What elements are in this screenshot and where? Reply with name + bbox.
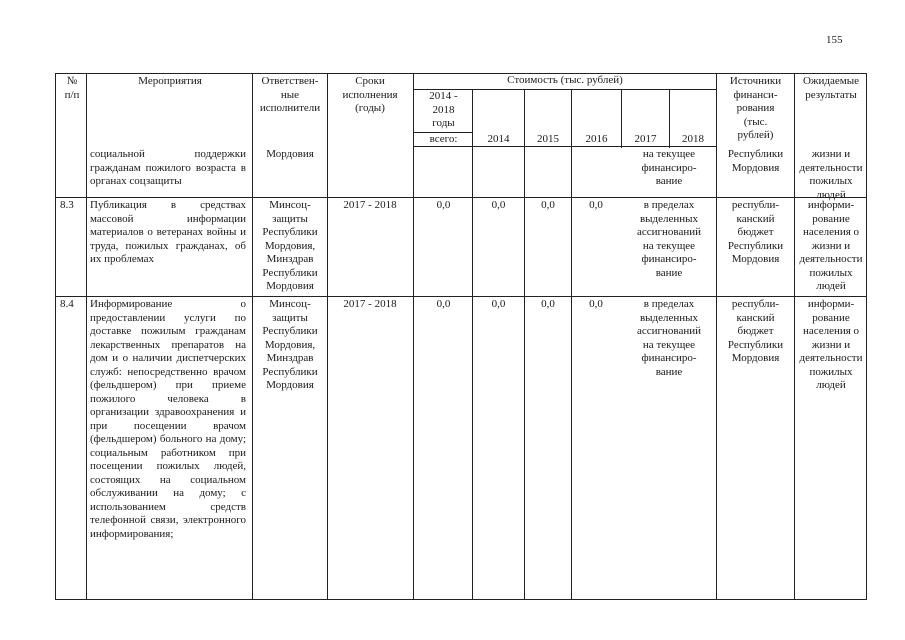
row-cont-activity: социальной поддержки гражданам пожилого возраста в органах соцзащиты — [90, 148, 246, 187]
row-8-3-activity: Публикация в средствах массовой информации материалов о ветеранах войны и труда, пожилых гражданах, об их проблемах — [90, 199, 246, 265]
header-year-2017: 2017 — [634, 133, 657, 145]
header-responsible: Ответствен- ные исполнители — [259, 75, 321, 114]
col-divider-2014 — [524, 89, 525, 600]
col-divider-total — [472, 89, 473, 600]
header-year-2018: 2018 — [682, 133, 704, 145]
row-8-4-sources: республи- канский бюджет Республики Мордовия — [727, 298, 784, 364]
table-border-left — [55, 73, 56, 600]
row-8-3-2016: 0,0 — [589, 199, 603, 211]
header-cost-title: Стоимость (тыс. рублей) — [507, 74, 623, 86]
row-8-3-sources: республи- канский бюджет Республики Мордовия — [727, 199, 784, 265]
program-table — [55, 73, 867, 600]
row-8-4-2014: 0,0 — [491, 298, 506, 310]
col-divider-sources — [794, 73, 795, 600]
row-8-4-activity: Информирование о предоставлении услуги по доставке пожилым гражданам лекарственных препаратов на дом и о наличии диспетчерских служб: непосредственно врачом (фельдшером) при приеме пожилого человека в организации здравоохранения и при посещении врачом (фельдшером) больного на дому; социальным работником при посещении пожилых людей, состоящих на социальном обслуживании на дому; с использованием средств телефонной связи, электронного информирования; — [90, 298, 246, 540]
row-8-4-2017-2018: в пределах выделенных ассигнований на текущее финансиро- вание — [636, 298, 702, 378]
header-cost-total-period: 2014 - 2018 годы — [429, 90, 458, 129]
header-year-2014: 2014 — [487, 133, 510, 145]
row-cont-2017-2018: на текущее финансиро- вание — [641, 148, 697, 187]
row-8-4-total: 0,0 — [436, 298, 451, 310]
table-border-bottom — [55, 599, 867, 600]
row-8-4-responsible: Минсоц- защиты Республики Мордовия, Минздрав Республики Мордовия — [262, 298, 318, 391]
row-8-3-num: 8.3 — [60, 199, 74, 211]
header-cost-total: всего: — [429, 133, 458, 145]
header-sources: Источники финанси- рования (тыс. рублей) — [729, 75, 782, 141]
row-8-4-results: информи- рование населения о жизни и деятельности пожилых людей — [799, 298, 863, 391]
col-divider-costs-end — [716, 73, 717, 600]
header-year-2015: 2015 — [537, 133, 559, 145]
row-8-3-2015: 0,0 — [541, 199, 555, 211]
row-8-4-top — [55, 296, 867, 297]
row-8-3-2017-2018: в пределах выделенных ассигнований на текущее финансиро- вание — [636, 199, 702, 279]
col-divider-terms — [413, 73, 414, 600]
row-8-3-total: 0,0 — [436, 199, 451, 211]
row-8-3-responsible: Минсоц- защиты Республики Мордовия, Минздрав Республики Мордовия — [262, 199, 318, 292]
row-8-3-2014: 0,0 — [491, 199, 506, 211]
row-8-4-2015: 0,0 — [541, 298, 555, 310]
row-8-3-terms: 2017 - 2018 — [343, 199, 397, 211]
page-number: 155 — [826, 34, 843, 46]
header-terms: Сроки исполнения (годы) — [342, 75, 398, 114]
row-8-3-results: информи- рование населения о жизни и деятельности пожилых людей — [799, 199, 863, 292]
col-divider-activity — [252, 73, 253, 600]
row-cont-sources: Республики Мордовия — [727, 148, 784, 174]
row-8-4-num: 8.4 — [60, 298, 74, 310]
row-8-4-2016: 0,0 — [589, 298, 603, 310]
header-year-2016: 2016 — [585, 133, 608, 145]
header-num: № п/п — [64, 75, 80, 101]
row-8-3-top — [55, 197, 867, 198]
col-divider-2015 — [571, 89, 572, 600]
table-border-right — [866, 73, 867, 600]
row-cont-responsible: Мордовия — [266, 148, 314, 160]
col-divider-responsible — [327, 73, 328, 600]
header-results: Ожидаемые результаты — [802, 75, 860, 101]
header-activity: Мероприятия — [138, 75, 202, 87]
row-8-4-terms: 2017 - 2018 — [343, 298, 397, 310]
row-cont-results: жизни и деятельности пожилых людей — [799, 148, 863, 201]
col-divider-num — [86, 73, 87, 600]
